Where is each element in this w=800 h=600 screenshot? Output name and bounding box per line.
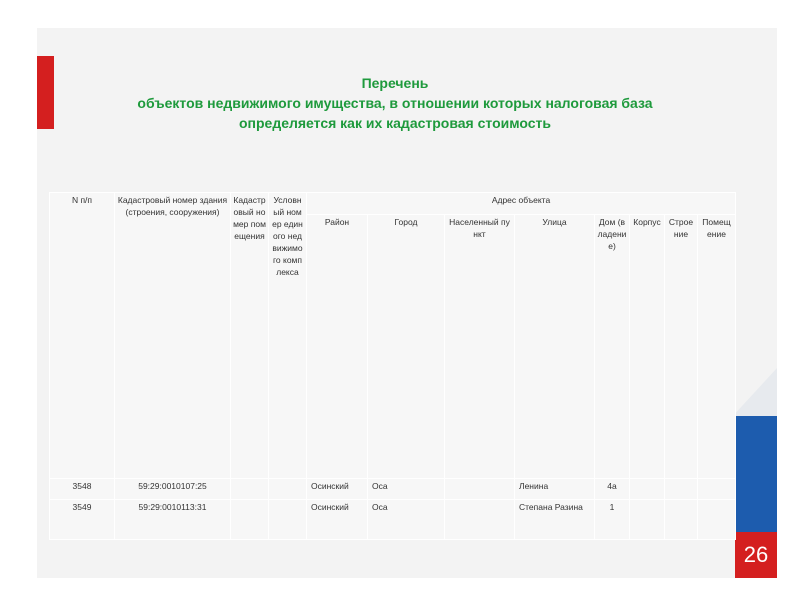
cell-cad-room [231, 479, 269, 500]
header-city: Город [368, 215, 445, 479]
cell-cad-room [231, 500, 269, 540]
page-number: 26 [743, 542, 769, 567]
title-line-3: определяется как их кадастровая стоимость [238, 115, 552, 131]
cell-city: Оса [368, 479, 445, 500]
cell-num: 3549 [50, 500, 115, 540]
title-line-1: Перечень [361, 75, 429, 91]
header-room: Помещение [698, 215, 736, 479]
cell-street: Ленина [515, 479, 595, 500]
cell-building [665, 500, 698, 540]
header-corpus: Корпус [630, 215, 665, 479]
header-settlement: Населенный пункт [445, 215, 515, 479]
header-num: N п/п [50, 193, 115, 479]
cell-district: Осинский [307, 479, 368, 500]
cell-corpus [630, 479, 665, 500]
cell-cad-building: 59:29:0010113:31 [115, 500, 231, 540]
cell-settlement [445, 500, 515, 540]
cell-house: 4а [595, 479, 630, 500]
cell-corpus [630, 500, 665, 540]
header-cond-num: Условный номер единого недвижимого комплекса [269, 193, 307, 479]
property-table [49, 192, 736, 540]
flag-blue-stripe [735, 416, 777, 532]
header-house: Дом (владение) [595, 215, 630, 479]
cell-cond-num [269, 479, 307, 500]
cell-house: 1 [595, 500, 630, 540]
cell-room [698, 500, 736, 540]
red-accent-tab [37, 56, 54, 129]
table-row [50, 500, 736, 540]
header-cad-building: Кадастровый номер здания (строения, сооружения) [115, 193, 231, 479]
cell-cond-num [269, 500, 307, 540]
cell-settlement [445, 479, 515, 500]
cell-district: Осинский [307, 500, 368, 540]
header-address: Адрес объекта [307, 193, 736, 215]
cell-room [698, 479, 736, 500]
cell-street: Степана Разина [515, 500, 595, 540]
slide-title [80, 73, 710, 133]
header-street: Улица [515, 215, 595, 479]
cell-num: 3548 [50, 479, 115, 500]
header-building: Строение [665, 215, 698, 479]
table-row [50, 479, 736, 500]
cell-cad-building: 59:29:0010107:25 [115, 479, 231, 500]
cell-city: Оса [368, 500, 445, 540]
cell-building [665, 479, 698, 500]
header-cad-room: Кадастровый номер помещения [231, 193, 269, 479]
title-line-2: объектов недвижимого имущества, в отношении которых налоговая база [137, 95, 653, 111]
header-district: Район [307, 215, 368, 479]
